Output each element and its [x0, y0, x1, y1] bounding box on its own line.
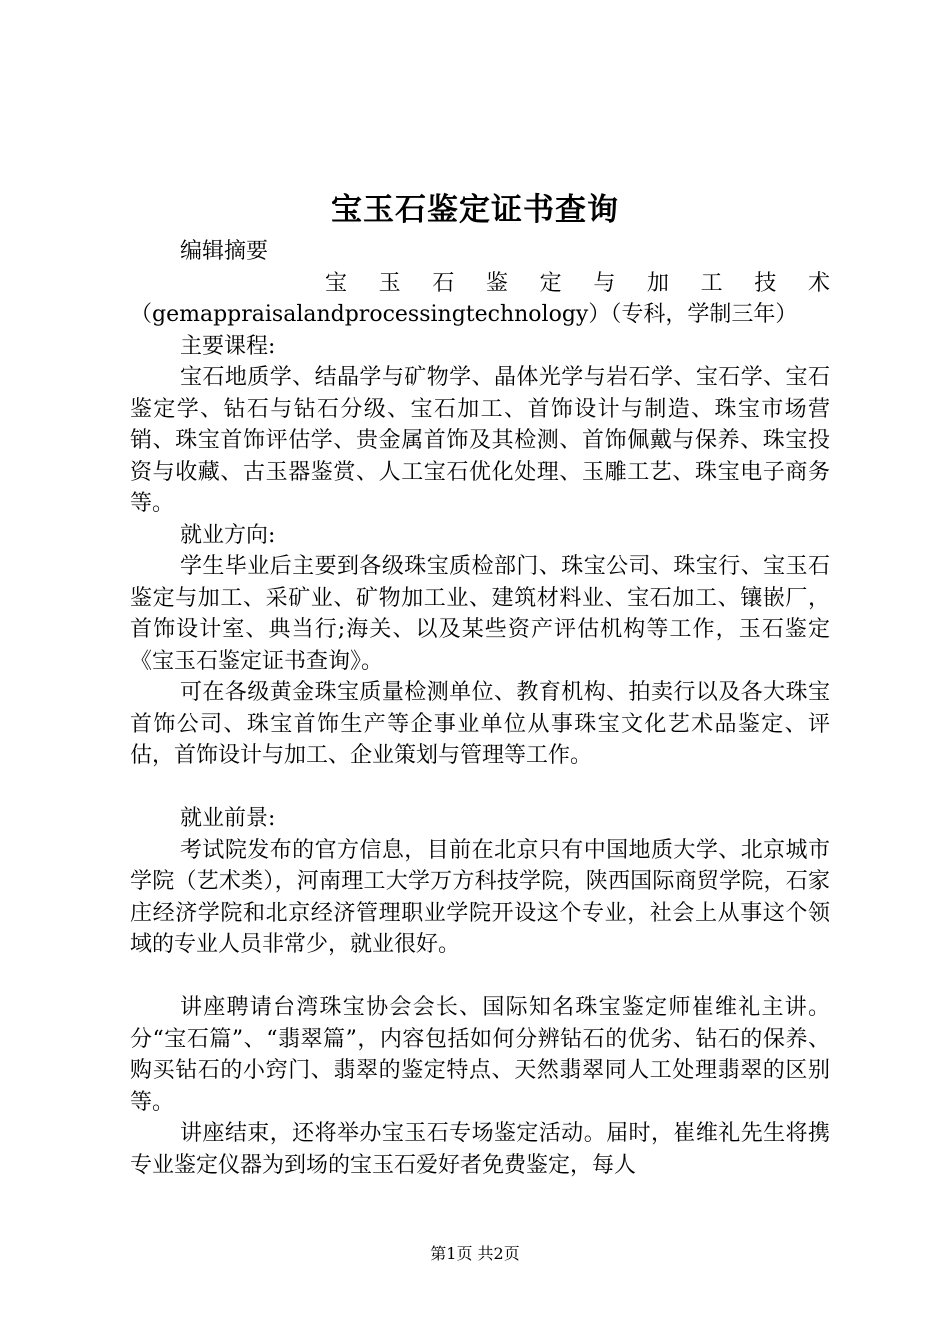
lecture-paragraph-2: 讲座结束，还将举办宝玉石专场鉴定活动。届时，崔维礼先生将携专业鉴定仪器为到场的宝玉石爱好者免费鉴定，每人 — [130, 1121, 830, 1178]
document-body — [130, 236, 830, 1181]
heading-summary: 编辑摘要 — [180, 239, 269, 264]
heading-employment: 就业方向: — [180, 522, 276, 548]
employment-paragraph-1: 学生毕业后主要到各级珠宝质检部门、珠宝公司、珠宝行、宝玉石鉴定与加工、采矿业、矿物加工业、建筑材料业、宝石加工、镶嵌厂，首饰设计室、典当行;海关、以及某些资产评估机构等工作，玉石鉴定《宝玉石鉴定证书查询》。 — [130, 554, 830, 674]
document-title: 宝玉石鉴定证书查询 — [331, 192, 619, 228]
page-footer: 第1页 共2页 — [430, 1244, 520, 1263]
lecture-paragraph-1: 讲座聘请台湾珠宝协会会长、国际知名珠宝鉴定师崔维礼主讲。分“宝石篇”、“翡翠篇”，内容包括如何分辨钻石的优劣、钻石的保养、购买钻石的小窍门、翡翠的鉴定特点、天然翡翠同人工处理翡翠的区别等。 — [130, 995, 830, 1115]
spacer — [130, 772, 830, 804]
prospects-paragraph: 考试院发布的官方信息，目前在北京只有中国地质大学、北京城市学院（艺术类），河南理工大学万方科技学院，陕西国际商贸学院，石家庄经济学院和北京经济管理职业学院开设这个专业，社会上从事这个领域的专业人员非常少，就业很好。 — [130, 837, 830, 957]
employment-paragraph-2: 可在各级黄金珠宝质量检测单位、教育机构、拍卖行以及各大珠宝首饰公司、珠宝首饰生产等企事业单位从事珠宝文化艺术品鉴定、评估，首饰设计与加工、企业策划与管理等工作。 — [130, 680, 830, 768]
heading-prospects: 就业前景: — [180, 806, 276, 831]
heading-courses: 主要课程: — [180, 333, 276, 359]
courses-paragraph: 宝石地质学、结晶学与矿物学、晶体光学与岩石学、宝石学、宝石鉴定学、钻石与钻石分级、宝石加工、首饰设计与制造、珠宝市场营销、珠宝首饰评估学、贵金属首饰及其检测、首饰佩戴与保养、珠宝投资与收藏、古玉器鉴赏、人工宝石优化处理、玉雕工艺、珠宝电子商务等。 — [130, 365, 830, 516]
intro-paragraph: （gemappraisalandprocessingtechnology）（专科，学制三年） — [130, 302, 798, 327]
spacer — [130, 961, 830, 993]
intro-spread-line: 宝玉石鉴定与加工技术 — [325, 270, 830, 296]
